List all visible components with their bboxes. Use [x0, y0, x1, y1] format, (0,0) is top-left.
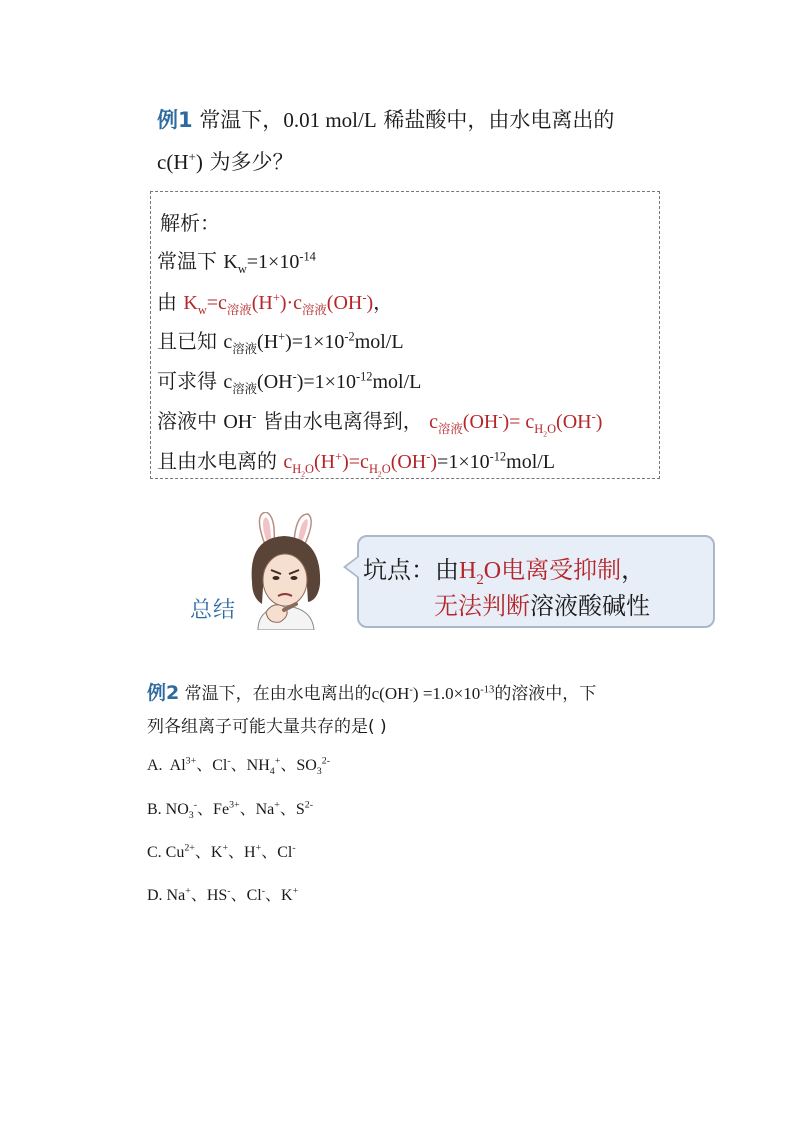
analysis-line5: 溶液中 OH- 皆由水电离得到， $c_{溶液}(OH^-)= c_{H_2O}(OH^-)$ [157, 409, 603, 439]
speech-bubble-tail-inner [346, 557, 359, 577]
analysis-line2: 由 $K_w=c_{溶液}(H^+)\cdot c_{溶液}(OH^-)$， [157, 290, 394, 317]
example1-question-text: 常温下，0.01 mol/L 稀盐酸中，由水电离出的 [199, 108, 615, 132]
option-d[interactable]: D. Na+、HS-、Cl-、K+ [147, 885, 299, 904]
analysis-line4: 可求得 $c_{溶液}(OH^-)=1\times 10^{-12}mol/L$ [157, 369, 422, 396]
example1-question-line2: c(H+) 为多少？ [157, 149, 294, 174]
analysis-line1: 常温下 $K_w=1\times 10^{-14}$ [157, 249, 316, 276]
option-a[interactable]: A. $Al^{3+}$、Cl-、$NH_4^+$、$SO_3^{2-}$ [147, 755, 331, 778]
cartoon-girl-illustration [244, 512, 328, 630]
analysis-line6: 且由水电离的 $c_{H_2O}(H^+)=c_{H_2O}(OH^-)=1\times 10^{-12}mol/L$ [157, 449, 556, 479]
bubble-line1: 坑点：由$H_2O$电离受抑制， [363, 556, 646, 588]
option-b[interactable]: B. $NO_3^-$、$Fe^{3+}$、Na+、$S^{2-}$ [147, 799, 314, 822]
option-c[interactable]: C. $Cu^{2+}$、K+、H+、Cl- [147, 842, 296, 861]
summary-label: 总结 [190, 598, 237, 623]
example1-label: 例1 [157, 108, 193, 132]
example2-label: 例2 [147, 682, 180, 704]
analysis-line3: 且已知 $c_{溶液}(H^+)=1\times 10^{-2}mol/L$ [157, 329, 404, 356]
example1-question-line1 [157, 104, 614, 134]
example2-question-line1: 例2 常温下，在由水电离出的$c(OH^-) =1.0\times 10^{-13}$的溶液中，下 [147, 682, 597, 704]
example2-question-line2: 列各组离子可能大量共存的是( ) [147, 717, 387, 737]
bubble-line2: 无法判断溶液酸碱性 [434, 592, 650, 620]
analysis-title: 解析： [160, 211, 220, 235]
